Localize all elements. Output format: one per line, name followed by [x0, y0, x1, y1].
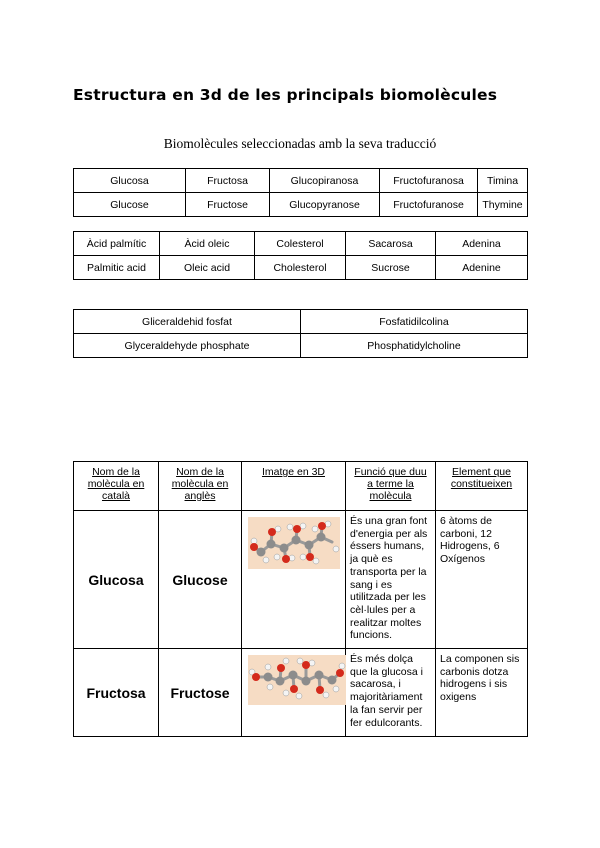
- molecule-name-ca: Glucosa: [74, 511, 159, 649]
- table-cell: Glucosa: [74, 169, 186, 193]
- molecule-name-ca: Fructosa: [74, 649, 159, 737]
- translation-table-3: [73, 309, 528, 358]
- table-row: [74, 193, 528, 217]
- molecule-elements: La componen sis carbonis dotza hidrogens i sis oxigens: [436, 649, 528, 737]
- table-row: [74, 232, 528, 256]
- table-cell: Sacarosa: [346, 232, 436, 256]
- page-title: Estructura en 3d de les principals biomolècules: [73, 86, 498, 104]
- table-row: [74, 649, 528, 737]
- table-header-row: [74, 462, 528, 511]
- molecule-elements: 6 àtoms de carboni, 12 Hidrogens, 6 Oxígenos: [436, 511, 528, 649]
- table-cell: Glucose: [74, 193, 186, 217]
- table-row: [74, 334, 528, 358]
- table-cell: Gliceraldehid fosfat: [74, 310, 301, 334]
- molecule-name-en: Glucose: [159, 511, 242, 649]
- page-subtitle: Biomolècules seleccionadas amb la seva traducció: [163, 136, 437, 151]
- table-cell: Glyceraldehyde phosphate: [74, 334, 301, 358]
- table-cell: Adenina: [436, 232, 528, 256]
- table-cell: Colesterol: [255, 232, 346, 256]
- translation-table-2: [73, 231, 528, 280]
- translation-table-1: [73, 168, 528, 217]
- table-row: [74, 310, 528, 334]
- table-cell: Glucopiranosa: [270, 169, 380, 193]
- table-cell: Oleic acid: [160, 256, 255, 280]
- table-cell: Adenine: [436, 256, 528, 280]
- fructose-3d-model-icon: [248, 655, 346, 705]
- table-cell: Fructofuranose: [380, 193, 478, 217]
- column-header: Element que constitueixen: [436, 462, 528, 511]
- column-header: Funció que duu a terme la molècula: [346, 462, 436, 511]
- column-header: Nom de la molècula en català: [74, 462, 159, 511]
- molecule-function: És més dolça que la glucosa i sacarosa, i majoritàriament la fan servir per fer edulcorants.: [346, 649, 436, 737]
- table-cell: Àcid palmític: [74, 232, 160, 256]
- table-cell: Cholesterol: [255, 256, 346, 280]
- table-cell: Palmitic acid: [74, 256, 160, 280]
- table-cell: Fructofuranosa: [380, 169, 478, 193]
- table-row: [74, 511, 528, 649]
- table-row: [74, 256, 528, 280]
- table-cell: Phosphatidylcholine: [301, 334, 528, 358]
- table-cell: Àcid oleic: [160, 232, 255, 256]
- biomolecule-info-table: [73, 461, 528, 737]
- column-header: Imatge en 3D: [242, 462, 346, 511]
- table-cell: Thymine: [478, 193, 528, 217]
- molecule-function: És una gran font d'energia per als éssers humans, ja què es transporta per la sang i es utilitzada per les cèl·lules per a realitzar moltes funcions.: [346, 511, 436, 649]
- table-cell: Timina: [478, 169, 528, 193]
- glucose-3d-model-icon: [248, 517, 340, 569]
- column-header: Nom de la molècula en anglès: [159, 462, 242, 511]
- table-cell: Fructosa: [186, 169, 270, 193]
- table-cell: Sucrose: [346, 256, 436, 280]
- table-cell: Glucopyranose: [270, 193, 380, 217]
- table-cell: Fructose: [186, 193, 270, 217]
- table-cell: Fosfatidilcolina: [301, 310, 528, 334]
- molecule-name-en: Fructose: [159, 649, 242, 737]
- table-row: [74, 169, 528, 193]
